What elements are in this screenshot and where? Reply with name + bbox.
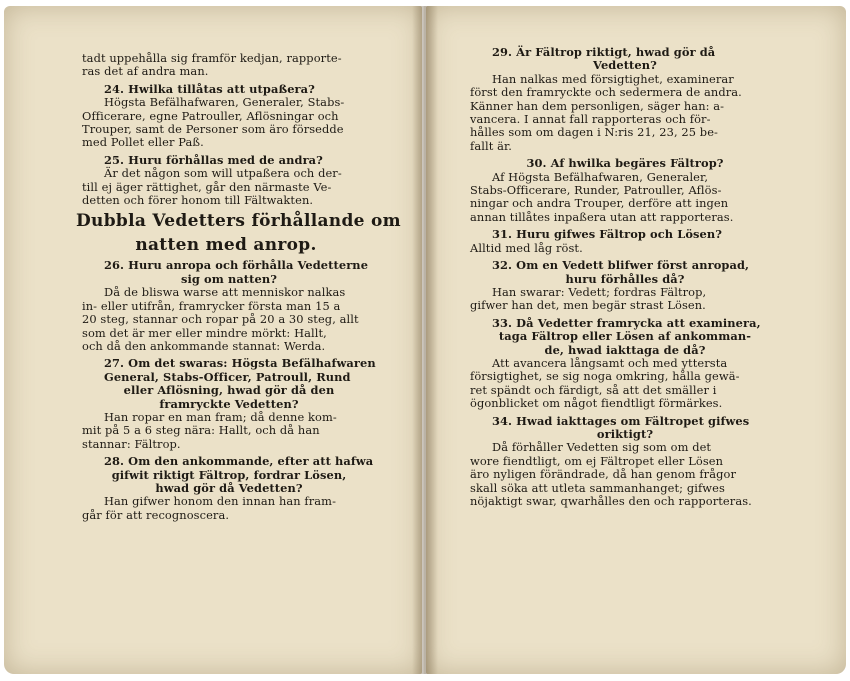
question-line: oriktigt? (596, 426, 654, 441)
text-line: fallt är. (470, 138, 512, 153)
text-line: som det är mer eller mindre mörkt: Hallt, (82, 325, 327, 340)
text-line: först den framryckte och sedermera de andra. (470, 85, 742, 100)
text-line: Af Högsta Befälhafwaren, Generaler, (492, 169, 709, 184)
question-line: Vedetten? (593, 58, 657, 73)
text-line: ningar och andra Trouper, derföre att ingen (470, 196, 729, 211)
question-line: 27. Om det swaras: Högsta Befälhafwaren (104, 356, 376, 371)
right-page (426, 6, 846, 674)
question-line: 30. Af hwilka begäres Fältrop? (526, 156, 724, 171)
question-line: eller Aflösning, hwad gör då den (123, 383, 335, 398)
text-line: ras det af andra man. (82, 64, 209, 79)
question-line: 26. Huru anropa och förhålla Vedetterne (104, 258, 369, 273)
book-gutter (412, 6, 438, 674)
section-heading: natten med anrop. (135, 235, 317, 256)
text-line: hålles som om dagen i N:ris 21, 23, 25 be- (470, 125, 718, 140)
question-line: 32. Om en Vedett blifwer först anropad, (492, 258, 750, 273)
text-line: in- eller utifrån, framrycker första man 15 a (82, 298, 341, 313)
text-line: ögonblicket om något fiendtligt förmärkes. (470, 396, 723, 411)
question-line: 29. Är Fältrop riktigt, hwad gör då (492, 45, 716, 59)
text-line: wore fiendtligt, om ej Fältropet eller Lösen (470, 453, 724, 468)
text-line: Han ropar en man fram; då denne kom- (104, 409, 337, 424)
text-line: Då de bliswa warse att menniskor nalkas (104, 285, 346, 300)
text-line: äro nyligen förändrade, då han genom frågor (470, 467, 736, 482)
section-heading: Dubbla Vedetters förhållande om (76, 211, 401, 232)
text-line: mit på 5 a 6 steg nära: Hallt, och då han (82, 423, 320, 438)
question-line: 33. Då Vedetter framrycka att examinera, (492, 315, 761, 330)
question-line: 34. Hwad iakttages om Fältropet gifwes (492, 413, 750, 428)
question-line: taga Fältrop eller Lösen af ankomman- (498, 329, 752, 344)
text-line: Trouper, samt de Personer som äro försedde (82, 122, 344, 137)
text-line: detten och förer honom till Fältwakten. (82, 193, 314, 208)
open-book-spread (4, 6, 846, 674)
text-line: Att avancera långsamt och med yttersta (492, 355, 728, 370)
text-line: med Pollet eller Paß. (82, 135, 204, 150)
text-line: 20 steg, stannar och ropar på 20 a 30 steg, allt (82, 312, 359, 327)
text-line: försigtighet, se sig noga omkring, hålla gewä- (470, 369, 740, 384)
text-line: tadt uppehålla sig framför kedjan, rapporte- (82, 51, 342, 65)
text-line: till ej äger rättighet, går den närmaste Ve- (82, 179, 332, 194)
text-line: Alltid med låg röst. (470, 240, 583, 255)
question-line: 24. Hwilka tillåtas att utpaßera? (104, 81, 315, 96)
question-line: gifwit riktigt Fältrop, fordrar Lösen, (111, 467, 347, 482)
question-line: 28. Om den ankommande, efter att hafwa (104, 454, 374, 469)
question-line: 25. Huru förhållas med de andra? (104, 152, 323, 167)
text-line: och då den ankommande stannat: Werda. (82, 338, 326, 353)
text-line: stannar: Fältrop. (82, 436, 181, 451)
text-line: nöjaktigt swar, qwarhålles den och rapporteras. (470, 494, 752, 508)
text-line: skall söka att utleta sammanhanget; gifwes (470, 480, 725, 495)
question-line: hwad gör då Vedetten? (155, 480, 303, 495)
text-line: Högsta Befälhafwaren, Generaler, Stabs- (104, 95, 345, 110)
question-line: 31. Huru gifwes Fältrop och Lösen? (492, 227, 723, 242)
text-line: Han nalkas med försigtighet, examinerar (492, 71, 734, 86)
text-line: Han swarar: Vedett; fordras Fältrop, (492, 284, 707, 299)
left-page (4, 6, 422, 674)
text-line: Känner han dem personligen, säger han: a- (470, 98, 725, 113)
text-line: Officerare, egne Patrouller, Aflösningar och (82, 108, 339, 123)
text-line: vancera. I annat fall rapporteras och för- (470, 112, 711, 127)
text-line: ret spändt och färdigt, så att det smäller i (470, 382, 717, 397)
question-line: huru förhålles då? (565, 271, 685, 286)
question-line: de, hwad iakttaga de då? (544, 342, 706, 357)
question-line: sig om natten? (180, 271, 278, 286)
text-line: annan tillåtes inpaßera utan att rapporteras. (470, 209, 734, 224)
text-line: Stabs-Officerare, Runder, Patrouller, Aflös- (470, 183, 722, 198)
text-line: går för att recognoscera. (82, 507, 230, 522)
text-line: Han gifwer honom den innan han fram- (104, 494, 337, 509)
text-line: gifwer han det, men begär strast Lösen. (470, 298, 706, 313)
text-line: Då förhåller Vedetten sig som om det (492, 440, 712, 455)
question-line: General, Stabs-Officer, Patroull, Rund (104, 369, 351, 384)
question-line: framryckte Vedetten? (159, 396, 299, 411)
text-line: Är det någon som will utpaßera och der- (104, 166, 342, 181)
